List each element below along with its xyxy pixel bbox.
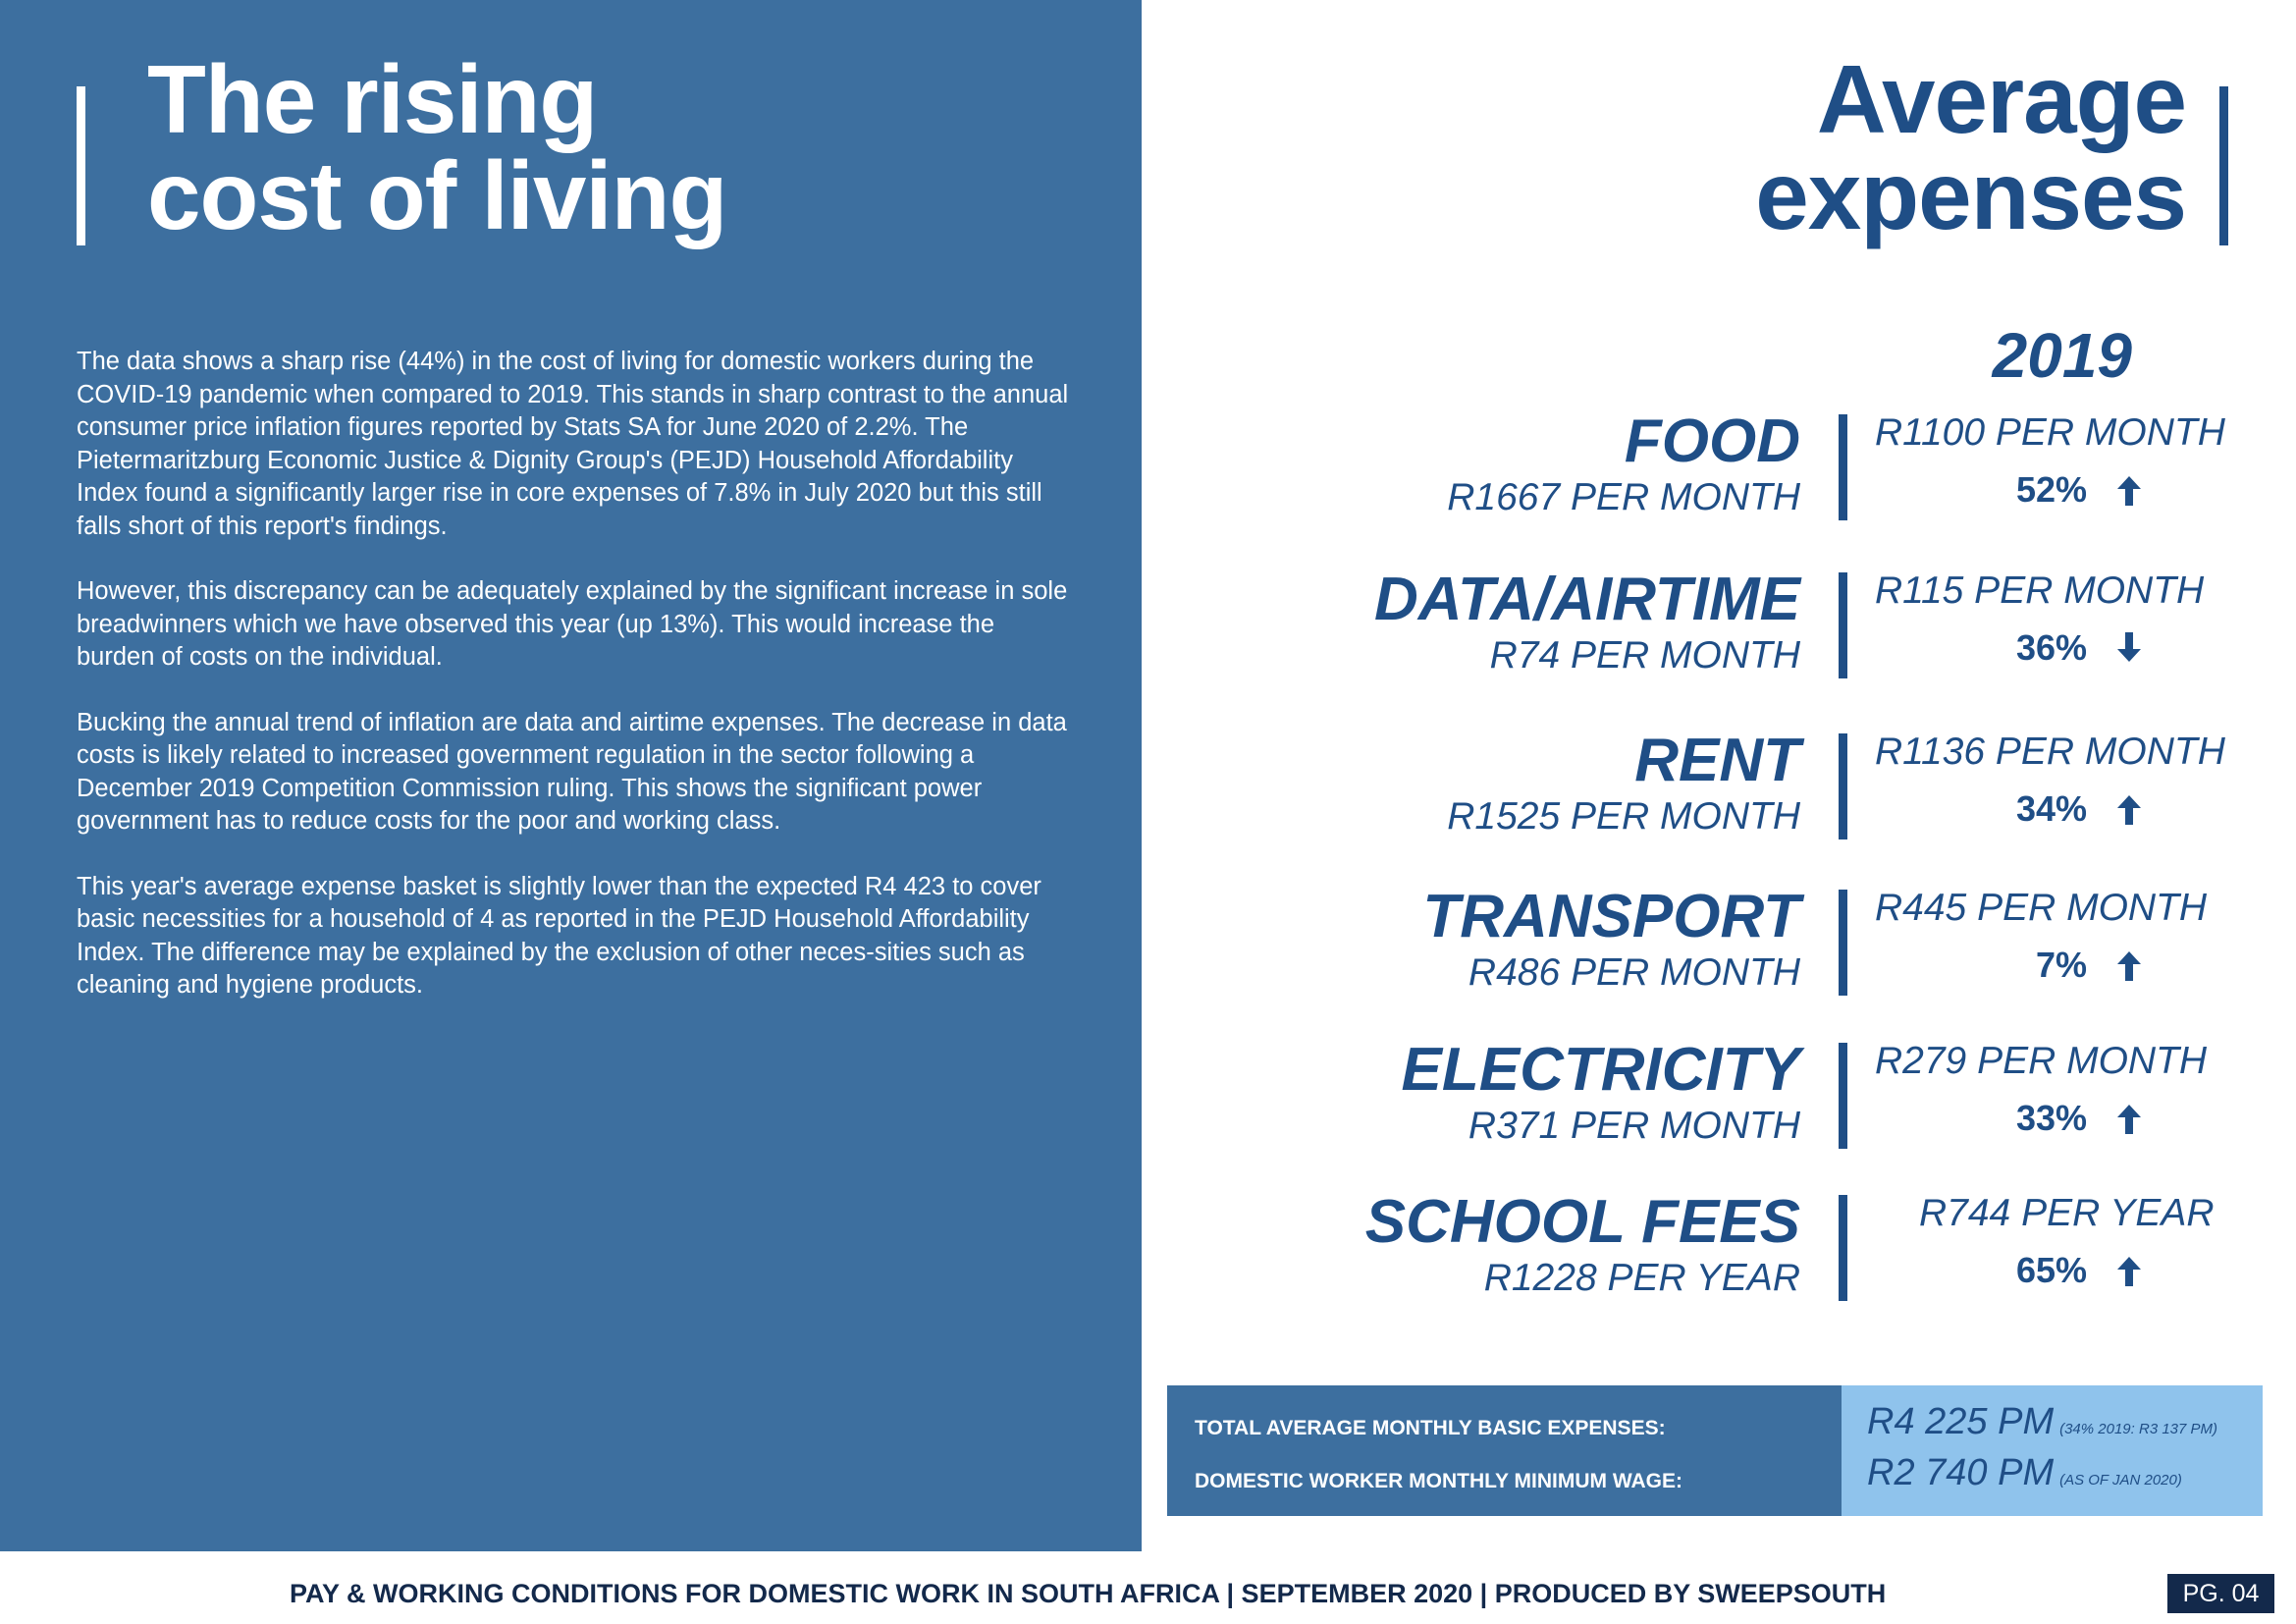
footer-text: PAY & WORKING CONDITIONS FOR DOMESTIC WORK IN SOUTH AFRICA | SEPTEMBER 2020 | PRODUCED BY SWEEPSOUTH — [290, 1579, 1887, 1608]
expense-divider — [1839, 1195, 1847, 1301]
expense-previous-value: R1100 PER MONTH — [1875, 411, 2225, 454]
expense-divider — [1839, 733, 1847, 839]
arrow-down-icon — [2114, 628, 2144, 668]
expense-change-percent: 34% — [2015, 788, 2087, 829]
expense-category: DATA/AIRTIME — [1374, 566, 1800, 633]
paragraph: This year's average expense basket is slightly lower than the expected R4 423 to cover basic necessities for a household of 4 as reported in the PEJD Household Affordability Index. The difference may be explained by the exclusion of other neces-sities such as cleaning and hygiene products. — [77, 872, 1041, 999]
paragraph: However, this discrepancy can be adequately explained by the significant increase in sole breadwinners which we have observed this year (up 13%). This would increase the burden of costs on the individual. — [77, 577, 1068, 671]
expense-previous-value: R744 PER YEAR — [1919, 1192, 2215, 1234]
comparison-year-label: 2019 — [1992, 320, 2132, 391]
expense-category: TRANSPORT — [1422, 883, 1800, 950]
paragraph: Bucking the annual trend of inflation are data and airtime expenses. The decrease in data costs is likely related to increased government regulation in the sector following a December 2019 Competition Commission ruling. This shows the significant power government has to reduce costs for the poor and working class. — [77, 708, 1067, 835]
left-title-line-2: cost of living — [147, 141, 727, 249]
expense-category: RENT — [1634, 727, 1800, 794]
total-expenses-label: TOTAL AVERAGE MONTHLY BASIC EXPENSES: — [1195, 1417, 1666, 1439]
expense-current-value: R1228 PER YEAR — [1483, 1257, 1800, 1299]
right-title-line-1: Average — [1816, 45, 2186, 153]
minimum-wage-amount: R2 740 PM — [1867, 1452, 2055, 1493]
expense-divider — [1839, 414, 1847, 520]
expense-previous-value: R115 PER MONTH — [1875, 569, 2205, 612]
total-expenses-value — [1867, 1399, 2217, 1452]
expense-change-percent: 7% — [2035, 945, 2087, 985]
expense-row-transport — [0, 883, 2296, 1001]
expense-change-percent: 65% — [2015, 1250, 2087, 1290]
right-title-line-2: expenses — [1755, 141, 2186, 249]
expense-previous-value: R279 PER MONTH — [1875, 1040, 2208, 1082]
expense-category: FOOD — [1624, 407, 1800, 475]
summary-labels-box — [1167, 1385, 1842, 1516]
title-accent-bar — [77, 86, 85, 245]
expense-category: ELECTRICITY — [1401, 1036, 1800, 1104]
expense-previous-value: R1136 PER MONTH — [1875, 731, 2225, 773]
arrow-up-icon — [2114, 946, 2144, 985]
left-title-line-1: The rising — [147, 45, 598, 153]
expense-current-value: R74 PER MONTH — [1489, 634, 1800, 677]
expense-category: SCHOOL FEES — [1364, 1188, 1800, 1256]
total-expenses-amount: R4 225 PM — [1867, 1401, 2055, 1442]
expense-row-rent — [0, 727, 2296, 844]
page-number: PG. 04 — [2167, 1574, 2274, 1613]
expense-previous-value: R445 PER MONTH — [1875, 887, 2208, 929]
title-accent-bar — [2219, 86, 2228, 245]
expense-current-value: R371 PER MONTH — [1468, 1105, 1800, 1147]
expense-current-value: R486 PER MONTH — [1468, 951, 1800, 994]
arrow-up-icon — [2114, 1099, 2144, 1138]
expense-change-percent: 52% — [2015, 469, 2087, 510]
expense-row-school-fees — [0, 1188, 2296, 1306]
minimum-wage-label: DOMESTIC WORKER MONTHLY MINIMUM WAGE: — [1195, 1470, 1682, 1492]
expense-divider — [1839, 572, 1847, 678]
total-expenses-note: (34% 2019: R3 137 PM) — [2059, 1421, 2218, 1437]
expense-current-value: R1667 PER MONTH — [1447, 476, 1800, 518]
expense-row-electricity — [0, 1036, 2296, 1154]
expense-divider — [1839, 1043, 1847, 1149]
expense-row-food — [0, 407, 2296, 525]
left-title — [147, 45, 727, 249]
arrow-up-icon — [2114, 470, 2144, 510]
minimum-wage-note: (AS OF JAN 2020) — [2059, 1472, 2182, 1489]
minimum-wage-value — [1867, 1450, 2182, 1503]
expense-change-percent: 33% — [2015, 1098, 2087, 1138]
right-title — [1755, 45, 2186, 249]
arrow-up-icon — [2114, 1251, 2144, 1290]
summary-values-box — [1842, 1385, 2263, 1516]
paragraph: The data shows a sharp rise (44%) in the cost of living for domestic workers during the COVID-19 pandemic when compared to 2019. This stands in sharp contrast to the annual consumer price inflation figures reported by Stats SA for June 2020 of 2.2%. The Pietermaritzburg Economic Justice & Dignity Group's (PEJD) Household Affordability Index found a significantly larger rise in core expenses of 7.8% in July 2020 but this still falls short of this report's findings. — [77, 348, 1069, 540]
expense-divider — [1839, 890, 1847, 996]
expense-current-value: R1525 PER MONTH — [1447, 795, 1800, 838]
expense-row-data-airtime — [0, 566, 2296, 683]
arrow-up-icon — [2114, 789, 2144, 829]
expense-change-percent: 36% — [2015, 627, 2087, 668]
